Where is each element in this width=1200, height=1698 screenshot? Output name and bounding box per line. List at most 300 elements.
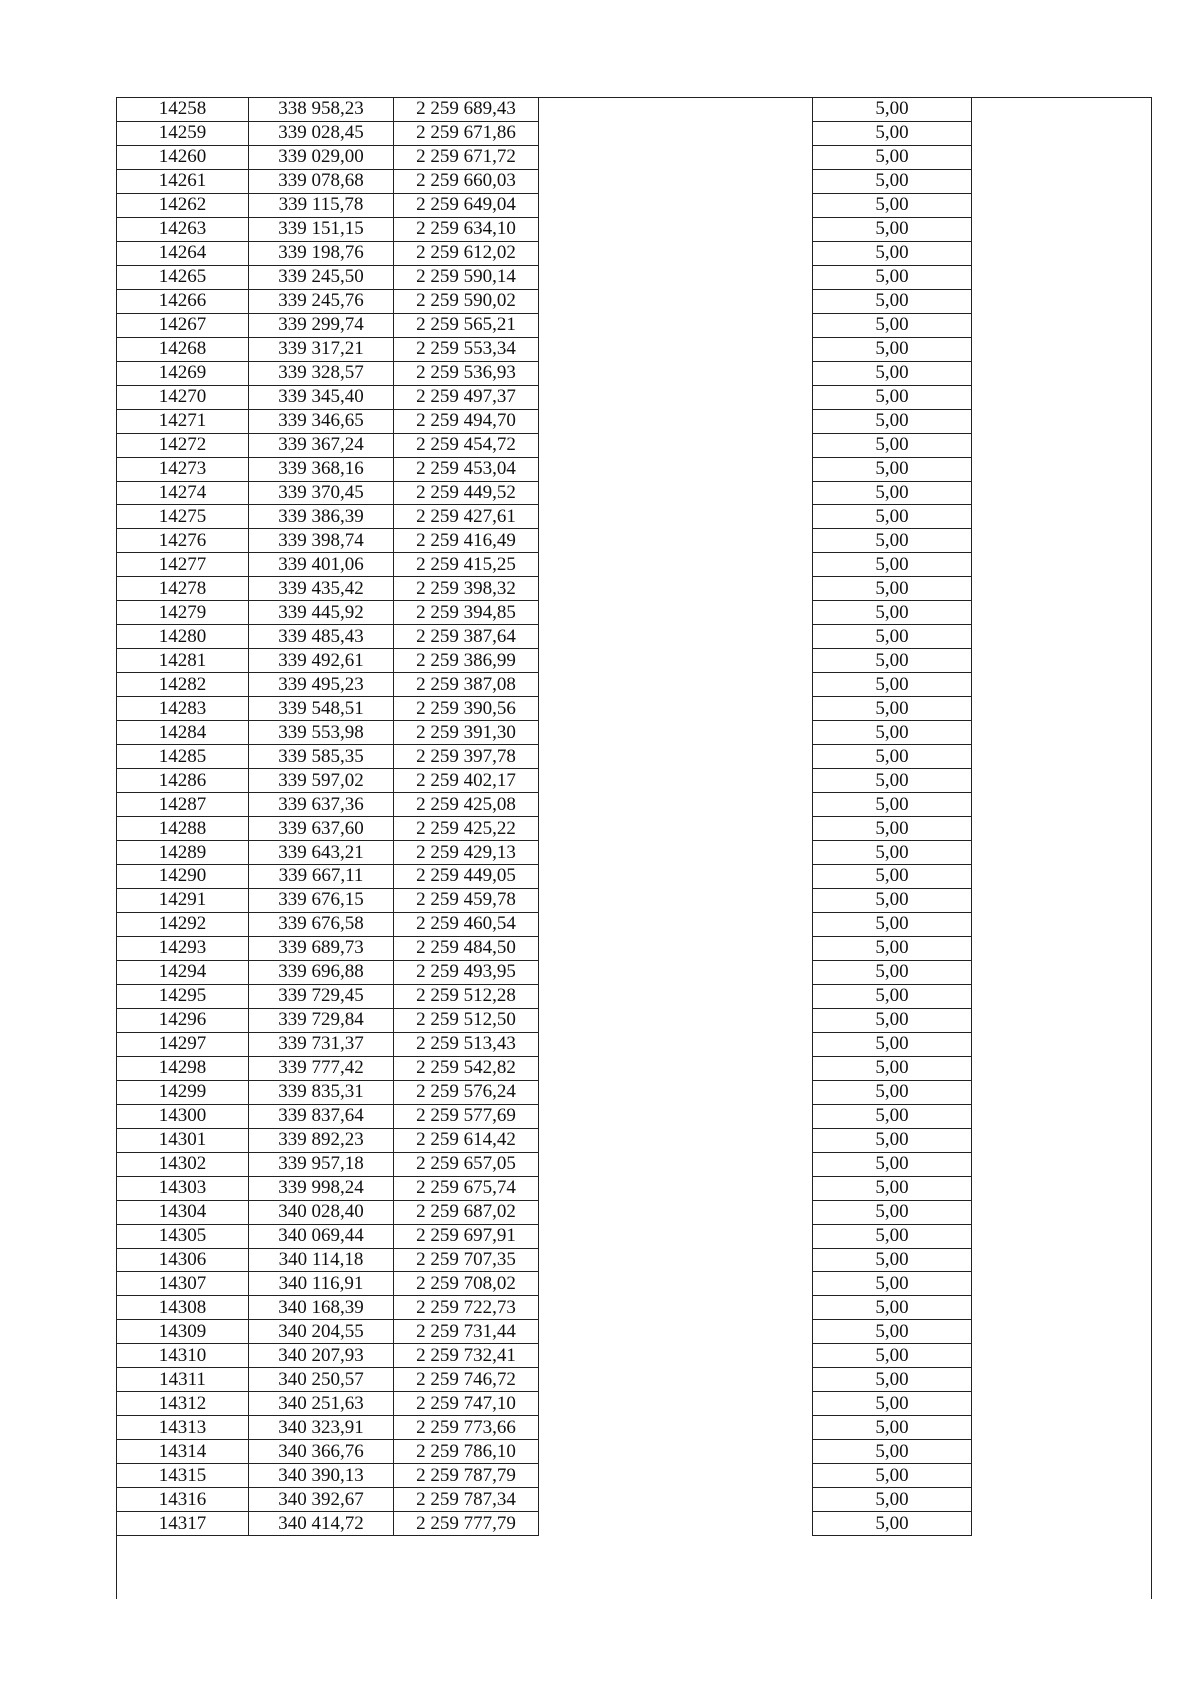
empty-column-cell <box>539 1224 813 1248</box>
x-coordinate-cell: 339 345,40 <box>249 385 394 409</box>
trailing-empty-cell <box>972 865 1153 889</box>
point-number-cell: 14281 <box>117 649 249 673</box>
empty-column-cell <box>539 409 813 433</box>
table-row <box>117 1416 1153 1440</box>
y-coordinate-cell: 2 259 453,04 <box>394 457 539 481</box>
empty-column-cell <box>539 1176 813 1200</box>
trailing-empty-cell <box>972 433 1153 457</box>
table-row <box>117 145 1153 169</box>
y-coordinate-cell: 2 259 391,30 <box>394 721 539 745</box>
empty-column-cell <box>539 337 813 361</box>
x-coordinate-cell: 340 116,91 <box>249 1272 394 1296</box>
trailing-empty-cell <box>972 1512 1153 1536</box>
trailing-empty-cell <box>972 98 1153 122</box>
value-cell: 5,00 <box>813 1224 972 1248</box>
point-number-cell: 14300 <box>117 1104 249 1128</box>
value-cell: 5,00 <box>813 1104 972 1128</box>
trailing-empty-cell <box>972 912 1153 936</box>
empty-column-cell <box>539 912 813 936</box>
point-number-cell: 14268 <box>117 337 249 361</box>
table-row <box>117 1152 1153 1176</box>
table-row <box>117 337 1153 361</box>
x-coordinate-cell: 340 390,13 <box>249 1464 394 1488</box>
x-coordinate-cell: 339 637,60 <box>249 817 394 841</box>
y-coordinate-cell: 2 259 722,73 <box>394 1296 539 1320</box>
point-number-cell: 14260 <box>117 145 249 169</box>
y-coordinate-cell: 2 259 390,56 <box>394 697 539 721</box>
table-row <box>117 121 1153 145</box>
empty-column-cell <box>539 289 813 313</box>
empty-column-cell <box>539 1464 813 1488</box>
value-cell: 5,00 <box>813 241 972 265</box>
x-coordinate-cell: 340 204,55 <box>249 1320 394 1344</box>
x-coordinate-cell: 339 367,24 <box>249 433 394 457</box>
point-number-cell: 14309 <box>117 1320 249 1344</box>
table-row <box>117 577 1153 601</box>
empty-column-cell <box>539 1056 813 1080</box>
y-coordinate-cell: 2 259 614,42 <box>394 1128 539 1152</box>
value-cell: 5,00 <box>813 553 972 577</box>
y-coordinate-cell: 2 259 493,95 <box>394 960 539 984</box>
point-number-cell: 14279 <box>117 601 249 625</box>
trailing-empty-cell <box>972 1368 1153 1392</box>
table-row <box>117 433 1153 457</box>
x-coordinate-cell: 339 643,21 <box>249 841 394 865</box>
table-row <box>117 1392 1153 1416</box>
value-cell: 5,00 <box>813 1152 972 1176</box>
value-cell: 5,00 <box>813 1296 972 1320</box>
table-row <box>117 98 1153 122</box>
empty-column-cell <box>539 1008 813 1032</box>
x-coordinate-cell: 340 392,67 <box>249 1488 394 1512</box>
x-coordinate-cell: 339 029,00 <box>249 145 394 169</box>
point-number-cell: 14305 <box>117 1224 249 1248</box>
table-row <box>117 1344 1153 1368</box>
x-coordinate-cell: 339 115,78 <box>249 193 394 217</box>
x-coordinate-cell: 339 676,58 <box>249 912 394 936</box>
table-row <box>117 385 1153 409</box>
value-cell: 5,00 <box>813 1464 972 1488</box>
y-coordinate-cell: 2 259 460,54 <box>394 912 539 936</box>
trailing-empty-cell <box>972 1464 1153 1488</box>
y-coordinate-cell: 2 259 590,02 <box>394 289 539 313</box>
y-coordinate-cell: 2 259 425,22 <box>394 817 539 841</box>
table-row <box>117 193 1153 217</box>
value-cell: 5,00 <box>813 601 972 625</box>
x-coordinate-cell: 340 251,63 <box>249 1392 394 1416</box>
y-coordinate-cell: 2 259 671,72 <box>394 145 539 169</box>
value-cell: 5,00 <box>813 433 972 457</box>
point-number-cell: 14287 <box>117 793 249 817</box>
x-coordinate-cell: 339 553,98 <box>249 721 394 745</box>
empty-column-cell <box>539 1248 813 1272</box>
trailing-empty-cell <box>972 289 1153 313</box>
trailing-empty-cell <box>972 841 1153 865</box>
x-coordinate-cell: 339 435,42 <box>249 577 394 601</box>
x-coordinate-cell: 340 250,57 <box>249 1368 394 1392</box>
x-coordinate-cell: 339 892,23 <box>249 1128 394 1152</box>
y-coordinate-cell: 2 259 459,78 <box>394 888 539 912</box>
point-number-cell: 14276 <box>117 529 249 553</box>
point-number-cell: 14263 <box>117 217 249 241</box>
table-row <box>117 936 1153 960</box>
trailing-empty-cell <box>972 721 1153 745</box>
empty-column-cell <box>539 721 813 745</box>
trailing-empty-cell <box>972 1248 1153 1272</box>
y-coordinate-cell: 2 259 708,02 <box>394 1272 539 1296</box>
x-coordinate-cell: 340 366,76 <box>249 1440 394 1464</box>
trailing-empty-cell <box>972 1176 1153 1200</box>
table-row <box>117 912 1153 936</box>
y-coordinate-cell: 2 259 660,03 <box>394 169 539 193</box>
y-coordinate-cell: 2 259 731,44 <box>394 1320 539 1344</box>
y-coordinate-cell: 2 259 649,04 <box>394 193 539 217</box>
y-coordinate-cell: 2 259 494,70 <box>394 409 539 433</box>
y-coordinate-cell: 2 259 397,78 <box>394 745 539 769</box>
trailing-empty-cell <box>972 888 1153 912</box>
x-coordinate-cell: 339 398,74 <box>249 529 394 553</box>
y-coordinate-cell: 2 259 697,91 <box>394 1224 539 1248</box>
trailing-empty-cell <box>972 1152 1153 1176</box>
value-cell: 5,00 <box>813 1008 972 1032</box>
y-coordinate-cell: 2 259 634,10 <box>394 217 539 241</box>
x-coordinate-cell: 339 299,74 <box>249 313 394 337</box>
table-row <box>117 1440 1153 1464</box>
value-cell: 5,00 <box>813 361 972 385</box>
trailing-empty-cell <box>972 1392 1153 1416</box>
table-row <box>117 1032 1153 1056</box>
trailing-empty-cell <box>972 1032 1153 1056</box>
point-number-cell: 14295 <box>117 984 249 1008</box>
y-coordinate-cell: 2 259 425,08 <box>394 793 539 817</box>
y-coordinate-cell: 2 259 577,69 <box>394 1104 539 1128</box>
x-coordinate-cell: 339 585,35 <box>249 745 394 769</box>
value-cell: 5,00 <box>813 145 972 169</box>
y-coordinate-cell: 2 259 777,79 <box>394 1512 539 1536</box>
point-number-cell: 14270 <box>117 385 249 409</box>
x-coordinate-cell: 339 198,76 <box>249 241 394 265</box>
empty-column-cell <box>539 505 813 529</box>
trailing-empty-cell <box>972 673 1153 697</box>
point-number-cell: 14265 <box>117 265 249 289</box>
value-cell: 5,00 <box>813 888 972 912</box>
table-row <box>117 409 1153 433</box>
trailing-empty-cell <box>972 409 1153 433</box>
empty-column-cell <box>539 984 813 1008</box>
trailing-empty-cell <box>972 1488 1153 1512</box>
value-cell: 5,00 <box>813 745 972 769</box>
x-coordinate-cell: 339 492,61 <box>249 649 394 673</box>
empty-column-cell <box>539 673 813 697</box>
trailing-empty-cell <box>972 936 1153 960</box>
point-number-cell: 14292 <box>117 912 249 936</box>
table-row <box>117 241 1153 265</box>
point-number-cell: 14315 <box>117 1464 249 1488</box>
empty-column-cell <box>539 1392 813 1416</box>
table-row <box>117 169 1153 193</box>
empty-column-cell <box>539 817 813 841</box>
point-number-cell: 14317 <box>117 1512 249 1536</box>
point-number-cell: 14282 <box>117 673 249 697</box>
table-row <box>117 865 1153 889</box>
empty-column-cell <box>539 193 813 217</box>
trailing-empty-cell <box>972 481 1153 505</box>
value-cell: 5,00 <box>813 313 972 337</box>
empty-column-cell <box>539 433 813 457</box>
x-coordinate-cell: 339 689,73 <box>249 936 394 960</box>
empty-column-cell <box>539 1200 813 1224</box>
x-coordinate-cell: 340 323,91 <box>249 1416 394 1440</box>
empty-column-cell <box>539 888 813 912</box>
trailing-empty-cell <box>972 1200 1153 1224</box>
trailing-empty-cell <box>972 217 1153 241</box>
y-coordinate-cell: 2 259 386,99 <box>394 649 539 673</box>
value-cell: 5,00 <box>813 505 972 529</box>
empty-column-cell <box>539 936 813 960</box>
x-coordinate-cell: 339 317,21 <box>249 337 394 361</box>
point-number-cell: 14290 <box>117 865 249 889</box>
y-coordinate-cell: 2 259 590,14 <box>394 265 539 289</box>
x-coordinate-cell: 339 957,18 <box>249 1152 394 1176</box>
empty-column-cell <box>539 241 813 265</box>
y-coordinate-cell: 2 259 773,66 <box>394 1416 539 1440</box>
table-row <box>117 697 1153 721</box>
table-row <box>117 793 1153 817</box>
x-coordinate-cell: 339 495,23 <box>249 673 394 697</box>
y-coordinate-cell: 2 259 512,50 <box>394 1008 539 1032</box>
trailing-empty-cell <box>972 1104 1153 1128</box>
table-row <box>117 1176 1153 1200</box>
table-row <box>117 721 1153 745</box>
point-number-cell: 14311 <box>117 1368 249 1392</box>
trailing-empty-cell <box>972 601 1153 625</box>
empty-column-cell <box>539 121 813 145</box>
table-row <box>117 481 1153 505</box>
x-coordinate-cell: 339 445,92 <box>249 601 394 625</box>
table-row <box>117 841 1153 865</box>
coordinates-table-body <box>117 98 1153 1536</box>
table-row <box>117 1464 1153 1488</box>
trailing-empty-cell <box>972 1272 1153 1296</box>
point-number-cell: 14296 <box>117 1008 249 1032</box>
y-coordinate-cell: 2 259 576,24 <box>394 1080 539 1104</box>
trailing-empty-cell <box>972 697 1153 721</box>
table-row <box>117 625 1153 649</box>
empty-column-cell <box>539 385 813 409</box>
x-coordinate-cell: 339 328,57 <box>249 361 394 385</box>
y-coordinate-cell: 2 259 387,08 <box>394 673 539 697</box>
table-row <box>117 1056 1153 1080</box>
point-number-cell: 14272 <box>117 433 249 457</box>
y-coordinate-cell: 2 259 513,43 <box>394 1032 539 1056</box>
point-number-cell: 14273 <box>117 457 249 481</box>
point-number-cell: 14275 <box>117 505 249 529</box>
table-row <box>117 1248 1153 1272</box>
table-row <box>117 313 1153 337</box>
value-cell: 5,00 <box>813 697 972 721</box>
point-number-cell: 14312 <box>117 1392 249 1416</box>
x-coordinate-cell: 339 998,24 <box>249 1176 394 1200</box>
table-row <box>117 505 1153 529</box>
value-cell: 5,00 <box>813 1344 972 1368</box>
x-coordinate-cell: 340 207,93 <box>249 1344 394 1368</box>
point-number-cell: 14302 <box>117 1152 249 1176</box>
value-cell: 5,00 <box>813 1440 972 1464</box>
trailing-empty-cell <box>972 625 1153 649</box>
value-cell: 5,00 <box>813 98 972 122</box>
table-row <box>117 553 1153 577</box>
value-cell: 5,00 <box>813 1128 972 1152</box>
x-coordinate-cell: 339 078,68 <box>249 169 394 193</box>
empty-column-cell <box>539 841 813 865</box>
x-coordinate-cell: 339 731,37 <box>249 1032 394 1056</box>
y-coordinate-cell: 2 259 429,13 <box>394 841 539 865</box>
empty-column-cell <box>539 1296 813 1320</box>
point-number-cell: 14277 <box>117 553 249 577</box>
table-row <box>117 888 1153 912</box>
x-coordinate-cell: 339 837,64 <box>249 1104 394 1128</box>
y-coordinate-cell: 2 259 449,05 <box>394 865 539 889</box>
empty-column-cell <box>539 217 813 241</box>
empty-column-cell <box>539 553 813 577</box>
value-cell: 5,00 <box>813 457 972 481</box>
point-number-cell: 14283 <box>117 697 249 721</box>
table-row <box>117 1320 1153 1344</box>
point-number-cell: 14297 <box>117 1032 249 1056</box>
trailing-empty-cell <box>972 553 1153 577</box>
y-coordinate-cell: 2 259 394,85 <box>394 601 539 625</box>
y-coordinate-cell: 2 259 427,61 <box>394 505 539 529</box>
trailing-empty-cell <box>972 385 1153 409</box>
table-row <box>117 984 1153 1008</box>
y-coordinate-cell: 2 259 536,93 <box>394 361 539 385</box>
y-coordinate-cell: 2 259 553,34 <box>394 337 539 361</box>
trailing-empty-cell <box>972 960 1153 984</box>
value-cell: 5,00 <box>813 1368 972 1392</box>
x-coordinate-cell: 339 370,45 <box>249 481 394 505</box>
x-coordinate-cell: 338 958,23 <box>249 98 394 122</box>
empty-column-cell <box>539 649 813 673</box>
x-coordinate-cell: 339 637,36 <box>249 793 394 817</box>
empty-column-cell <box>539 769 813 793</box>
y-coordinate-cell: 2 259 387,64 <box>394 625 539 649</box>
empty-column-cell <box>539 601 813 625</box>
value-cell: 5,00 <box>813 984 972 1008</box>
value-cell: 5,00 <box>813 1392 972 1416</box>
value-cell: 5,00 <box>813 817 972 841</box>
empty-column-cell <box>539 960 813 984</box>
trailing-empty-cell <box>972 1416 1153 1440</box>
point-number-cell: 14299 <box>117 1080 249 1104</box>
trailing-empty-cell <box>972 169 1153 193</box>
value-cell: 5,00 <box>813 721 972 745</box>
value-cell: 5,00 <box>813 769 972 793</box>
trailing-empty-cell <box>972 1224 1153 1248</box>
value-cell: 5,00 <box>813 289 972 313</box>
trailing-empty-cell <box>972 505 1153 529</box>
trailing-empty-cell <box>972 1008 1153 1032</box>
table-row <box>117 1104 1153 1128</box>
table-row <box>117 1512 1153 1536</box>
trailing-empty-cell <box>972 1128 1153 1152</box>
x-coordinate-cell: 340 069,44 <box>249 1224 394 1248</box>
table-row <box>117 1296 1153 1320</box>
table-row <box>117 673 1153 697</box>
x-coordinate-cell: 339 401,06 <box>249 553 394 577</box>
y-coordinate-cell: 2 259 687,02 <box>394 1200 539 1224</box>
table-row <box>117 1008 1153 1032</box>
point-number-cell: 14259 <box>117 121 249 145</box>
y-coordinate-cell: 2 259 398,32 <box>394 577 539 601</box>
x-coordinate-cell: 340 114,18 <box>249 1248 394 1272</box>
point-number-cell: 14267 <box>117 313 249 337</box>
y-coordinate-cell: 2 259 612,02 <box>394 241 539 265</box>
table-row <box>117 601 1153 625</box>
empty-column-cell <box>539 625 813 649</box>
value-cell: 5,00 <box>813 217 972 241</box>
value-cell: 5,00 <box>813 1080 972 1104</box>
point-number-cell: 14280 <box>117 625 249 649</box>
x-coordinate-cell: 340 028,40 <box>249 1200 394 1224</box>
x-coordinate-cell: 339 245,76 <box>249 289 394 313</box>
y-coordinate-cell: 2 259 449,52 <box>394 481 539 505</box>
value-cell: 5,00 <box>813 793 972 817</box>
empty-column-cell <box>539 1272 813 1296</box>
trailing-empty-cell <box>972 1080 1153 1104</box>
x-coordinate-cell: 339 485,43 <box>249 625 394 649</box>
trailing-empty-cell <box>972 1320 1153 1344</box>
y-coordinate-cell: 2 259 416,49 <box>394 529 539 553</box>
value-cell: 5,00 <box>813 1032 972 1056</box>
empty-column-cell <box>539 1152 813 1176</box>
empty-column-cell <box>539 481 813 505</box>
empty-column-cell <box>539 1080 813 1104</box>
point-number-cell: 14303 <box>117 1176 249 1200</box>
point-number-cell: 14288 <box>117 817 249 841</box>
table-row <box>117 769 1153 793</box>
value-cell: 5,00 <box>813 265 972 289</box>
table-row <box>117 361 1153 385</box>
table-row <box>117 960 1153 984</box>
empty-column-cell <box>539 1344 813 1368</box>
empty-column-cell <box>539 145 813 169</box>
trailing-empty-cell <box>972 529 1153 553</box>
x-coordinate-cell: 339 368,16 <box>249 457 394 481</box>
empty-column-cell <box>539 1416 813 1440</box>
x-coordinate-cell: 339 151,15 <box>249 217 394 241</box>
empty-column-cell <box>539 577 813 601</box>
empty-column-cell <box>539 697 813 721</box>
y-coordinate-cell: 2 259 657,05 <box>394 1152 539 1176</box>
table-row <box>117 1128 1153 1152</box>
table-row <box>117 1080 1153 1104</box>
point-number-cell: 14294 <box>117 960 249 984</box>
table-row <box>117 1200 1153 1224</box>
table-row <box>117 817 1153 841</box>
point-number-cell: 14308 <box>117 1296 249 1320</box>
value-cell: 5,00 <box>813 960 972 984</box>
trailing-empty-cell <box>972 1344 1153 1368</box>
coordinates-table <box>116 97 1153 1536</box>
point-number-cell: 14286 <box>117 769 249 793</box>
value-cell: 5,00 <box>813 193 972 217</box>
empty-column-cell <box>539 1128 813 1152</box>
point-number-cell: 14291 <box>117 888 249 912</box>
y-coordinate-cell: 2 259 415,25 <box>394 553 539 577</box>
value-cell: 5,00 <box>813 577 972 601</box>
empty-column-cell <box>539 457 813 481</box>
empty-column-cell <box>539 865 813 889</box>
